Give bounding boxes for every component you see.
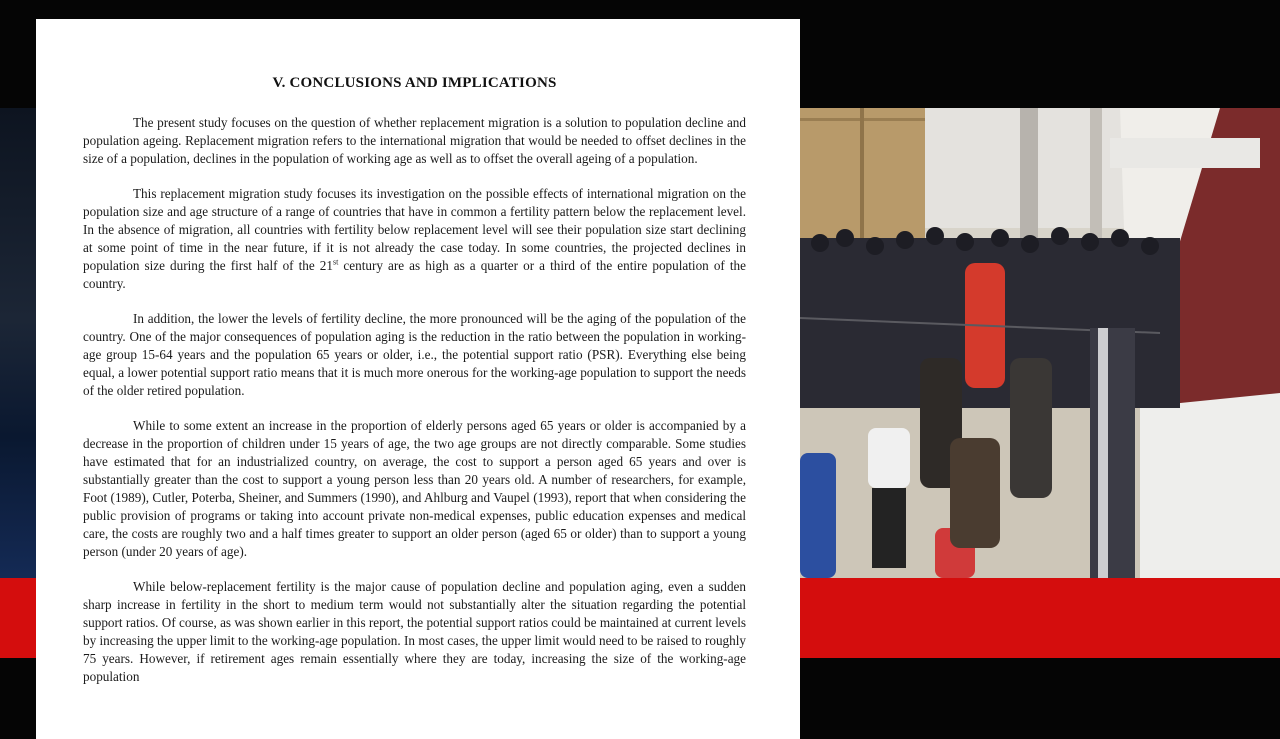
paragraph-2	[83, 185, 746, 293]
background-video-strip	[0, 108, 36, 578]
paragraph-2-text: This replacement migration study focuses its investigation on the possible effects of international migration on the population size and age structure of a range of countries that have in common a fertility pattern below the replacement level. In the absence of migration, all countries with fertility below replacement level will see their population size start declining at some point of time in the near future, if it is not already the case today. In some countries, the projected declines in population size during the first half of the 21	[83, 186, 746, 273]
paragraph-2-tail: century are as high as a quarter or a third of the entire population of the country.	[83, 258, 746, 291]
document-page	[36, 19, 800, 739]
person-white	[868, 428, 910, 488]
fence	[1090, 328, 1135, 578]
person-blue	[800, 453, 836, 578]
section-heading: V. CONCLUSIONS AND IMPLICATIONS	[272, 75, 557, 91]
person-walking	[1010, 358, 1052, 498]
paragraph-3: In addition, the lower the levels of fertility decline, the more pronounced will be the aging of the population of the country. One of the major consequences of population aging is the reduction in the ratio between the population in working-age group 15-64 years and the population 65 years or older, i.e., the potential support ratio (PSR). Everything else being equal, a lower potential support ratio means that it is much more onerous for the working-age population to support the needs of the older retired population.	[83, 311, 746, 398]
crowd-photo-illustration	[800, 108, 1280, 578]
paragraph-2-superscript: st	[333, 257, 339, 267]
paragraph-4: While to some extent an increase in the proportion of elderly persons aged 65 years or older is accompanied by a decrease in the proportion of children under 15 years of age, the two age groups are not directly comparable. Some studies have estimated that for an industrialized country, on average, the cost to support a person aged 65 years and over is substantially greater than the cost to support a young person less than 20 years old. A number of researchers, for example, Foot (1989), Cutler, Poterba, Sheiner, and Summers (1990), and Ahlburg and Vaupel (1993), report that when considering the public provision of programs or taking into account private non-medical expenses, public education expenses and medical care, the costs are roughly two and a half times greater to support an older person (aged 65 or older) than to support a young person (under 20 years of age).	[83, 418, 746, 559]
crowd-photo	[800, 108, 1280, 578]
paragraph-1: The present study focuses on the question of whether replacement migration is a solution to population decline and population ageing. Replacement migration refers to the international migration that would be needed to offset declines in the size of a population, declines in the population of working age as well as to offset the overall ageing of a population.	[83, 115, 746, 166]
paragraph-5: While below-replacement fertility is the major cause of population decline and population aging, even a sudden sharp increase in fertility in the short to medium term would not substantially alter the situation regarding the potential support ratios. Of course, as was shown earlier in this report, the potential support ratios could be maintained at current levels by increasing the upper limit to the working-age population. In most cases, the upper limit would need to be raised to roughly 75 years. However, if retirement ages remain essentially where they are today, increasing the size of the working-age population	[83, 579, 746, 684]
